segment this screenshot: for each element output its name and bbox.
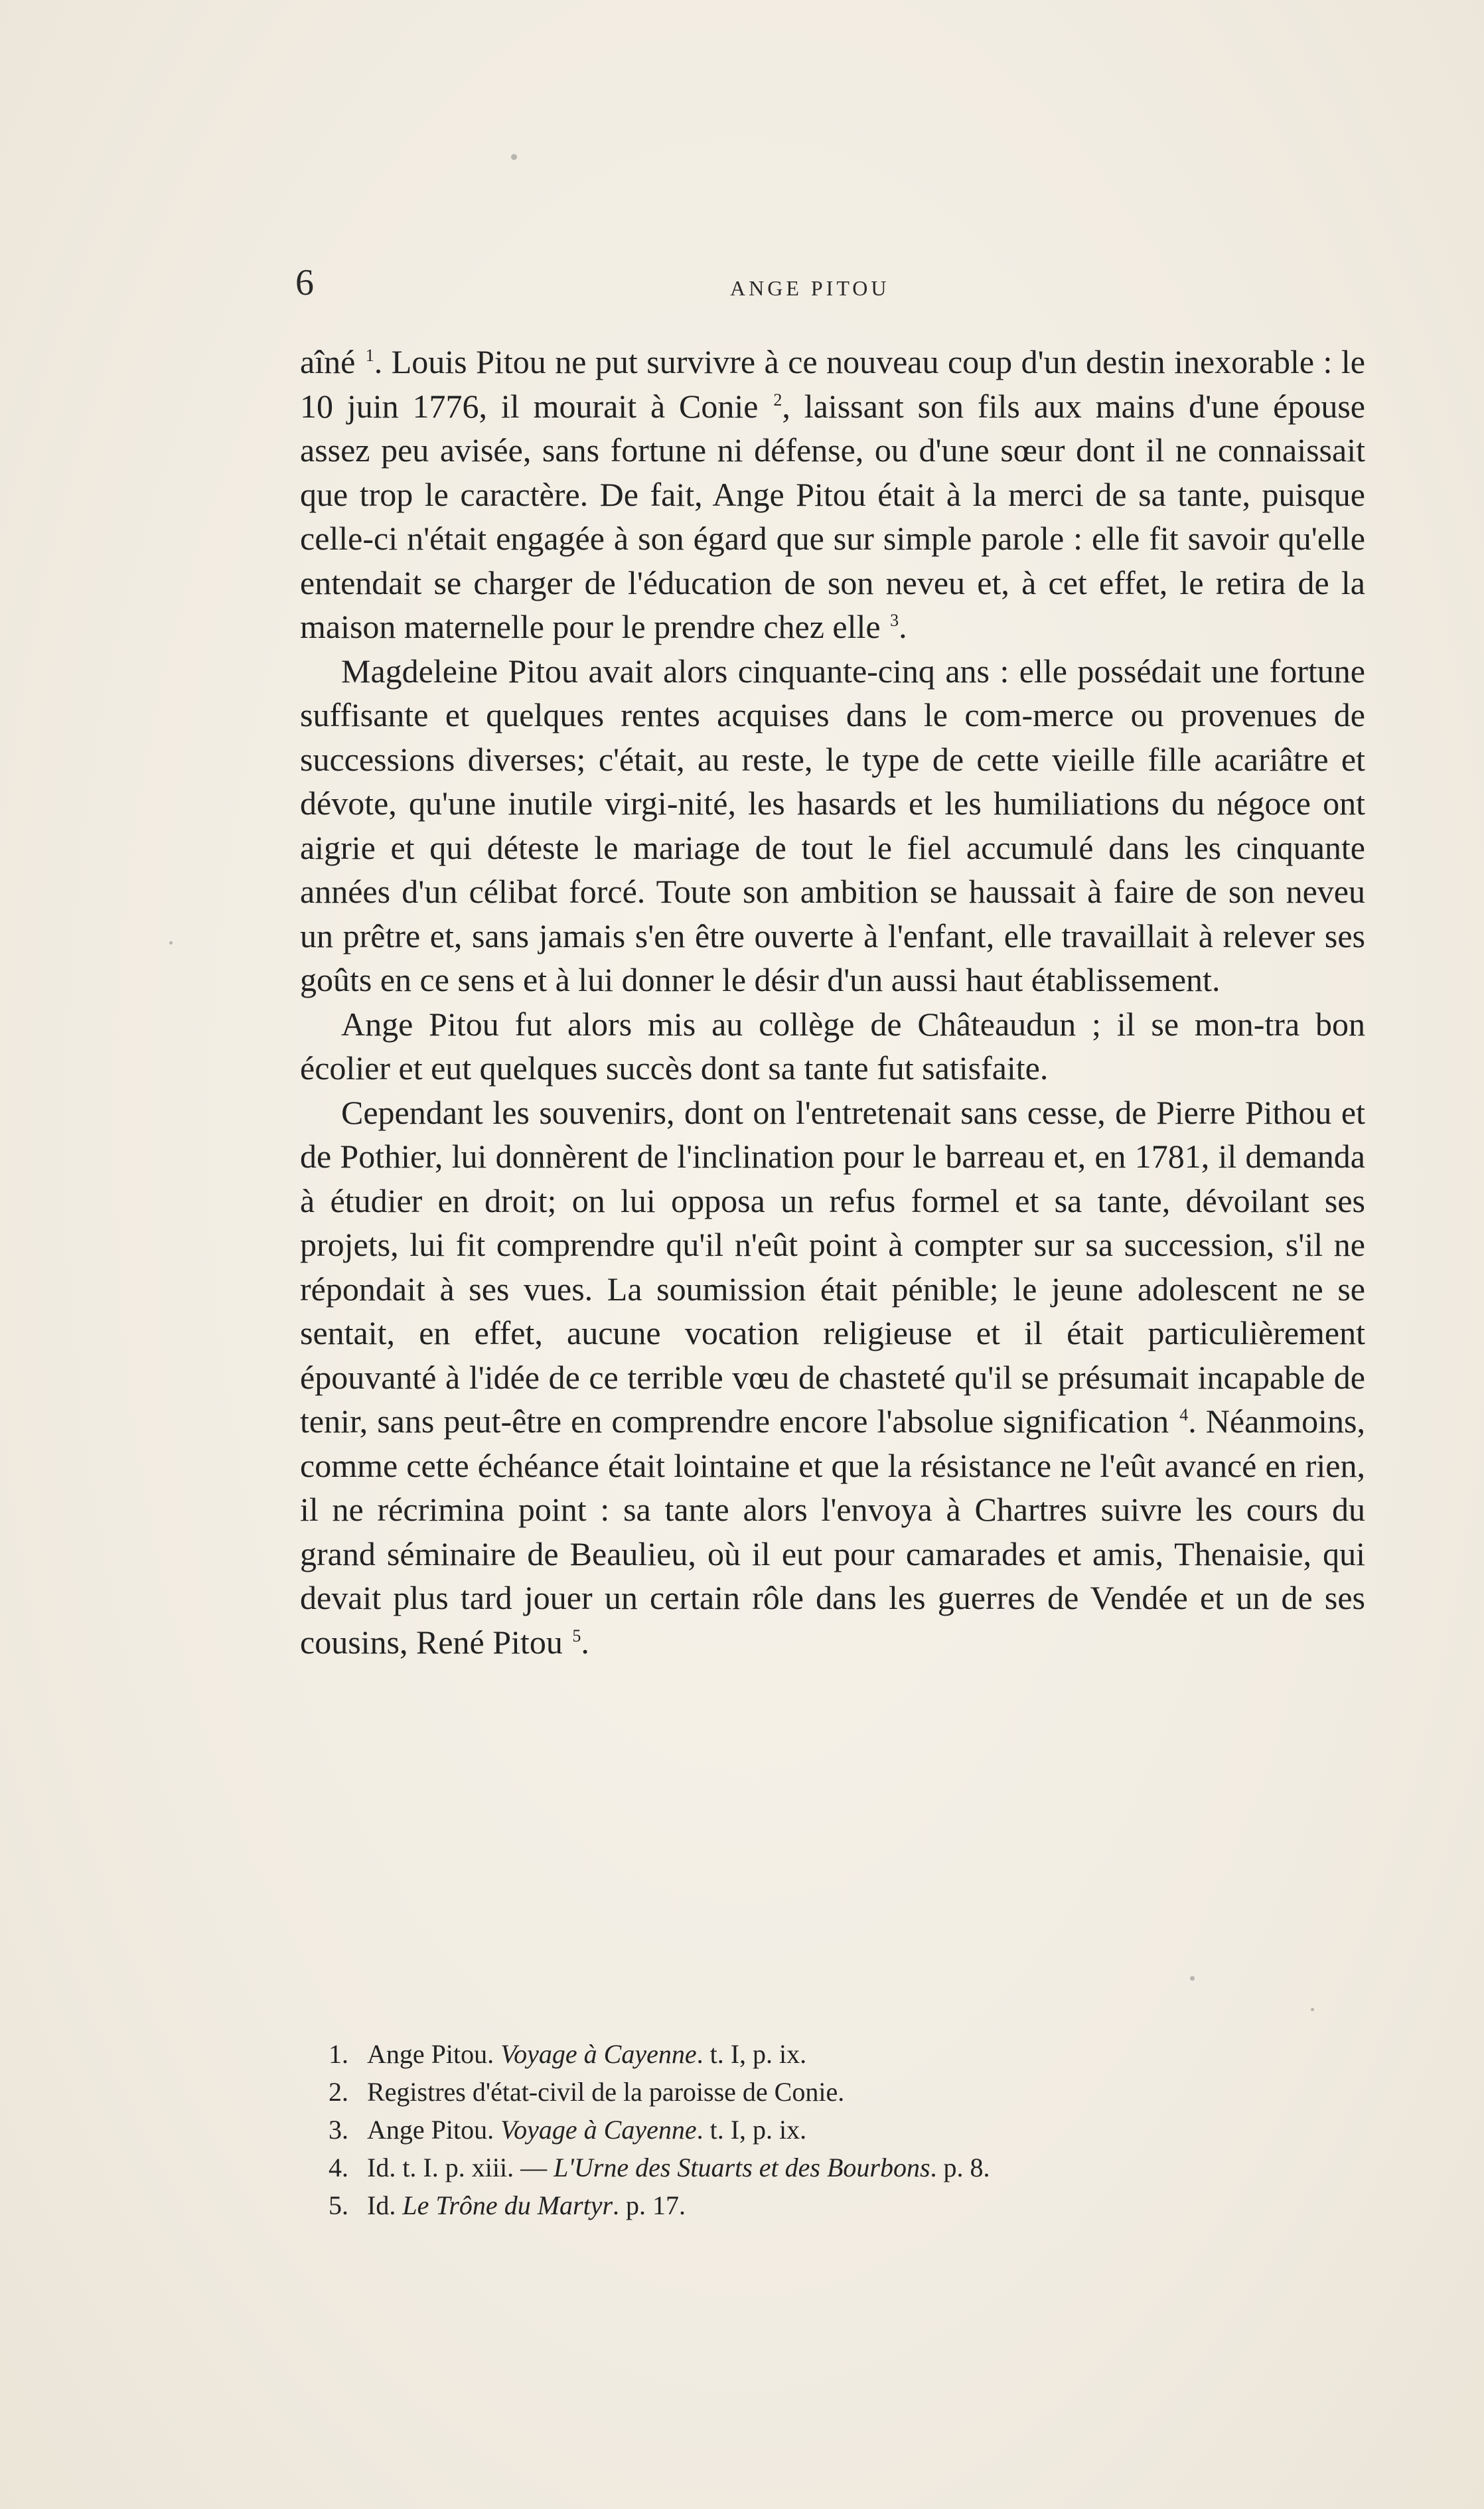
paper-speck bbox=[1190, 1976, 1195, 1981]
text-run: . t. I, p. ix. bbox=[696, 2115, 807, 2145]
paragraph bbox=[300, 340, 1365, 649]
body-text bbox=[300, 340, 1365, 1664]
italic-title: Voyage à Cayenne bbox=[500, 2039, 697, 2069]
footnote bbox=[329, 2111, 1364, 2149]
footnote bbox=[329, 2186, 1364, 2224]
footnote bbox=[329, 2149, 1364, 2186]
footnote-number: 2. bbox=[329, 2077, 348, 2107]
footnote-marker: 4 bbox=[1179, 1405, 1189, 1424]
italic-title: Voyage à Cayenne bbox=[500, 2115, 697, 2145]
footnote-marker: 3 bbox=[890, 611, 899, 630]
text-run: Ange Pitou. bbox=[367, 2115, 501, 2145]
text-run: . bbox=[899, 608, 907, 645]
paper-speck bbox=[511, 154, 517, 160]
page-header bbox=[295, 264, 1371, 311]
footnote bbox=[329, 2035, 1364, 2073]
text-run: Id. bbox=[367, 2190, 403, 2220]
running-title: ANGE PITOU bbox=[730, 276, 890, 300]
footnote-number: 4. bbox=[329, 2153, 348, 2182]
paper-speck bbox=[1311, 2008, 1314, 2011]
page-number: 6 bbox=[295, 262, 314, 303]
text-run: . t. I, p. ix. bbox=[696, 2039, 807, 2069]
text-run: Registres d'état-civil de la paroisse de Conie. bbox=[367, 2077, 845, 2107]
text-run: . bbox=[581, 1623, 589, 1661]
text-run: Ange Pitou. bbox=[367, 2039, 501, 2069]
text-run: Magdeleine Pitou avait alors cinquante-cinq ans : elle possédait une fortune suffisante et quelques rentes acquises dans le com-merce ou provenues de successions diverses; c'était, au reste, le type de cette vieille fille acariâtre et dévote, qu'une inutile virgi-nité, les hasards et les humiliations du négoce ont aigrie et qui déteste le mariage de tout le fiel accumulé dans les cinquante années d'un célibat forcé. Toute son ambition se haussait à faire de son neveu un prêtre et, sans jamais s'en être ouverte à l'enfant, elle travaillait à relever ses goûts en ce sens et à lui donner le désir d'un aussi haut établissement. bbox=[300, 652, 1365, 998]
text-run: aîné bbox=[300, 343, 364, 380]
italic-title: L'Urne des Stuarts et des Bourbons bbox=[554, 2153, 930, 2182]
footnote-number: 1. bbox=[329, 2039, 348, 2069]
text-run: Ange Pitou fut alors mis au collège de Châteaudun ; il se mon-tra bon écolier et eut quelques succès dont sa tante fut satisfaite. bbox=[300, 1005, 1365, 1087]
text-run: , laissant son fils aux mains d'une épouse assez peu avisée, sans fortune ni défense, ou d'une sœur dont il ne connaissait que trop le caractère. De fait, Ange Pitou était à la merci de sa tante, puisque celle-ci n'était engagée à son égard que sur simple parole : elle fit savoir qu'elle entendait se charger de l'éducation de son neveu et, à cet effet, le retira de la maison maternelle pour le prendre chez elle bbox=[300, 387, 1365, 645]
text-run: . p. 17. bbox=[613, 2190, 686, 2220]
footnote-marker: 5 bbox=[572, 1626, 581, 1645]
text-run: Cependant les souvenirs, dont on l'entretenait sans cesse, de Pierre Pithou et de Pothier, lui donnèrent de l'inclination pour le barreau et, en 1781, il demanda à étudier en droit; on lui opposa un refus formel et sa tante, dévoilant ses projets, lui fit comprendre qu'il n'eût point à compter sur sa succession, s'il ne répondait à ses vues. La soumission était pénible; le jeune adolescent ne se sentait, en effet, aucune vocation religieuse et il était particulièrement épouvanté à l'idée de ce terrible vœu de chasteté qu'il se présumait incapable de tenir, sans peut-être en comprendre encore l'absolue signification bbox=[300, 1093, 1365, 1440]
italic-title: Le Trône du Martyr bbox=[402, 2190, 613, 2220]
text-run: Id. t. I. p. xiii. — bbox=[367, 2153, 554, 2182]
paragraph bbox=[300, 1091, 1365, 1665]
text-run: . Néanmoins, comme cette échéance était lointaine et que la résistance ne l'eût avancé en rien, il ne récrimina point : sa tante alors l'envoya à Chartres suivre les cours du grand séminaire de Beaulieu, où il eut pour camarades et amis, Thenaisie, qui devait plus tard jouer un certain rôle dans les guerres de Vendée et un de ses cousins, René Pitou bbox=[300, 1403, 1366, 1661]
paper-speck bbox=[169, 941, 173, 945]
footnote-marker: 2 bbox=[773, 390, 782, 410]
paragraph bbox=[300, 649, 1365, 1002]
footnote bbox=[329, 2073, 1364, 2111]
text-run: . Louis Pitou ne put survivre à ce nouveau coup d'un destin inexorable : le 10 juin 1776, il mourait à Conie bbox=[300, 343, 1365, 425]
paragraph bbox=[300, 1002, 1365, 1091]
footnote-number: 3. bbox=[329, 2115, 348, 2145]
footnotes bbox=[329, 2035, 1364, 2224]
text-run: . p. 8. bbox=[930, 2153, 990, 2182]
footnote-number: 5. bbox=[329, 2190, 348, 2220]
footnote-marker: 1 bbox=[365, 346, 374, 365]
